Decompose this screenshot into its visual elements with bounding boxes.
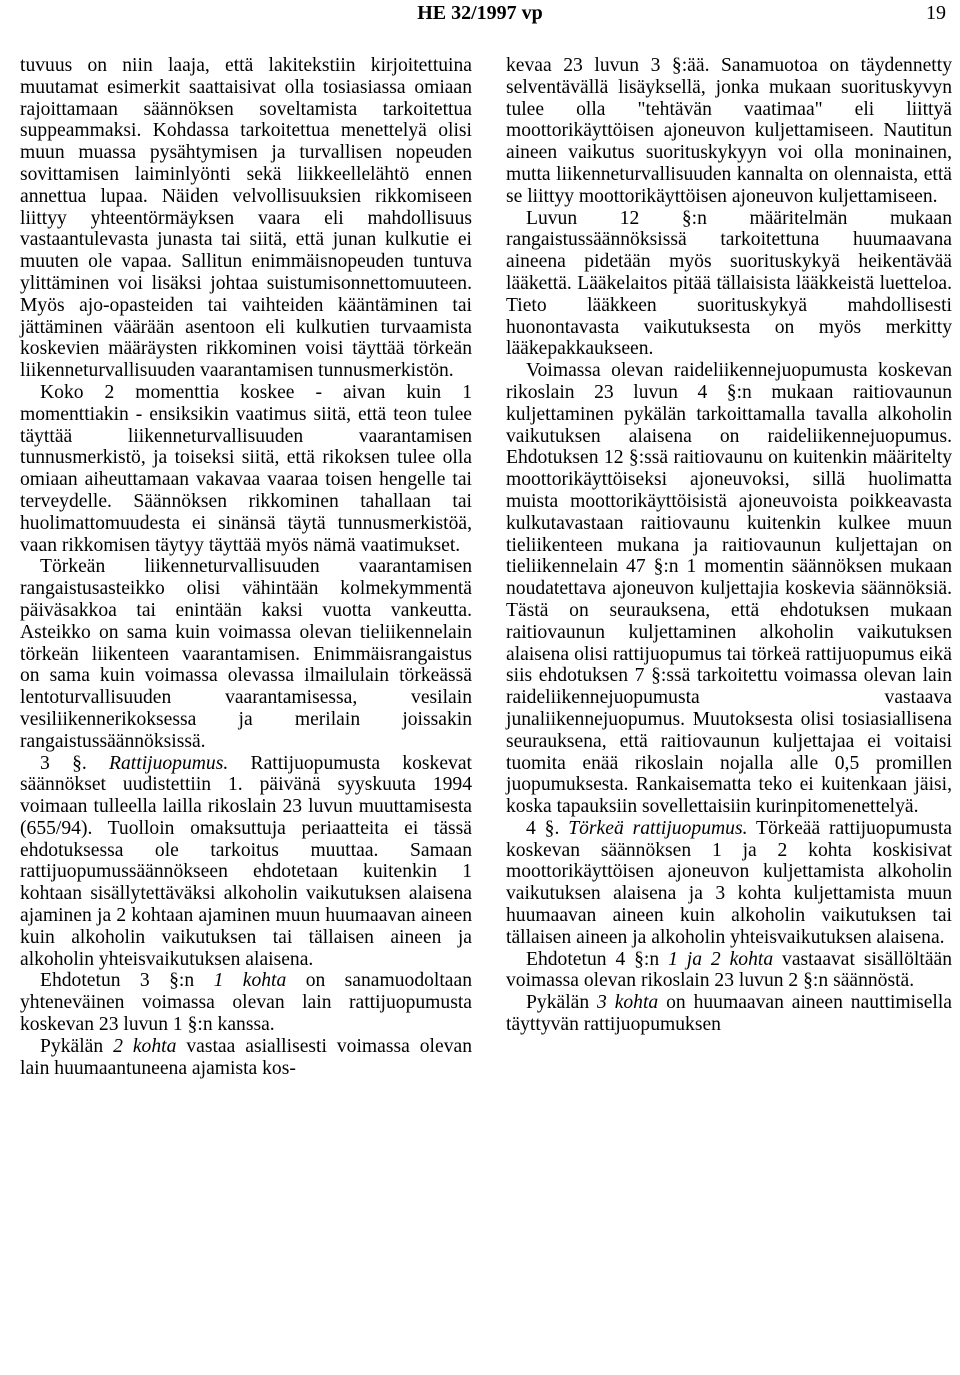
paragraph-lead: 4 §. <box>526 817 569 839</box>
paragraph-lead: Pykälän <box>40 1035 114 1057</box>
paragraph <box>20 556 472 752</box>
document-title: HE 32/1997 vp <box>417 2 543 24</box>
paragraph-text: vastaa asiallisesti voimassa olevan lain huumaantuneena ajamista kos- <box>20 1035 472 1079</box>
paragraph <box>20 970 472 1035</box>
paragraph-text: on huumaavan aineen nauttimisella täyttyvän rattijuopumuksen <box>506 992 953 1036</box>
paragraph-heading: Törkeä rattijuopumus. <box>568 817 748 839</box>
paragraph-lead: 3 §. <box>40 752 110 774</box>
paragraph-text: Luvun 12 §:n määritelmän mukaan rangaistussäännöksissä tarkoitettuna huumaavana aineena pidetään myös suorituskykyä heikentävää lääkettä. Lääkelaitos pitää tällaisista lääkkeistä luetteloa. Tieto lääkkeen suorituskykyä mahdollisesti huonontavasta vaikutuksesta on myös merkitty lääkepakkaukseen. <box>506 207 952 360</box>
paragraph-text: Voimassa olevan raideliikennejuopumusta koskevan rikoslain 23 luvun 4 §:n mukaan raitiovaunun kuljettaminen pykälän tarkoittamalla tavalla alkoholin vaikutuksen alaisena on raideliikennejuopumus. Ehdotuksen 12 §:ssä raitiovaunu on kuitenkin määritelty moottorikäyttöiseksi ajoneuvoksi, sillä huolimatta muista moottorikäyttöisistä ajoneuvoista poikkeavasta kulkutavastaan raitiovaunu kuitenkin kulkee muun tieliikenteen mukana ja raitiovaunun kuljettajan on tieliikennelain 47 §:n 1 momentin säännöksen mukaan noudatettava ajoneuvon kuljettajia koskevia säännöksiä. Tästä on seurauksena, että ehdotuksen mukaan raitiovaunun kuljettaminen alkoholin vaikutuksen alaisena olisi rattijuopumus tai törkeä rattijuopumus eikä siis ehdotuksen 7 §:ssä tarkoitettu voimassa olevan lain raideliikennejuopumusta vastaava junaliikennejuopumus. Muutoksesta olisi tosiasiallisena seurauksena, että raitiovaunun kuljettajaa ei voitaisi tuomita enää rikoslain nojalla alle 0,5 promillen juopumuksesta. Rankaisematta teko ei kuitenkaan jäisi, koska tapauksiin sovellettaisiin kurinpitomenettelyä. <box>506 360 952 818</box>
paragraph <box>506 949 952 993</box>
paragraph <box>20 382 472 556</box>
paragraph-lead: Ehdotetun 4 §:n <box>526 948 669 970</box>
paragraph-lead: Pykälän <box>526 992 598 1014</box>
paragraph-text: Rattijuopumusta koskevat säännökset uudistettiin 1. päivänä syyskuuta 1994 voimaan tulleella lailla rikoslain 23 luvun muuttamisesta (655/94). Tuolloin omaksuttuja periaatteita ei tässä ehdotuksessa ole tarkoitus muuttaa. Samaan rattijuopumussäännökseen ehdotetaan kuitenkin 1 kohtaan sisällytettäväksi alkoholin vaikutuksen alaisena ajaminen ja 2 kohtaan ajaminen muun huumaavan aineen kuin alkoholin vaikutuksen tai tällaisen aineen ja alkoholin yhteisvaikutuksen alaisena. <box>20 752 472 970</box>
paragraph-heading: 1 ja 2 kohta <box>668 948 774 970</box>
paragraph <box>506 992 952 1036</box>
paragraph <box>506 818 952 949</box>
paragraph-text: kevaa 23 luvun 3 §:ää. Sanamuotoa on täydennetty selventävällä lisäyksellä, jonka mukaan suorituskyvyn tulee olla "tehtävän vaatimaa" eli liittyä moottorikäyttöisen ajoneuvon kuljettamiseen. Nautitun aineen vaikutus suorituskykyyn voi olla moninainen, mutta liikenneturvallisuuden kannalta on olennaista, että se liittyy moottorikäyttöisen ajoneuvon kuljettamiseen. <box>506 55 952 207</box>
paragraph <box>506 208 952 361</box>
page-number: 19 <box>926 2 946 24</box>
paragraph <box>506 55 952 208</box>
paragraph-text: Törkeän liikenneturvallisuuden vaarantamisen rangaistusasteikko olisi vähintään kolmekymmentä päiväsakkoa tai enintään kaksi vuotta vankeutta. Asteikko on sama kuin voimassa olevan tieliikennelain törkeän liikenteen vaarantamisen. Enimmäisrangaistus on sama kuin voimassa olevassa ilmailulain törkeässä lentoturvallisuuden vaarantamisessa, vesilain vesiliikennerikoksessa ja merilain joissakin rangaistussäännöksissä. <box>20 556 472 752</box>
paragraph-text: Törkeää rattijuopumusta koskevan säännöksen 1 ja 2 kohta koskisivat moottorikäyttöisen ajoneuvon kuljettamista alkoholin vaikutuksen alaisena ja 3 kohta kuljettamista muun huumaavan aineen kuin alkoholin vaikutuksen tai tällaisen aineen ja alkoholin yhteisvaikutuksen alaisena. <box>506 817 953 948</box>
paragraph-text: Koko 2 momenttia koskee - aivan kuin 1 momenttiakin - ensiksikin vaatimus siitä, että teon tulee täyttää liikenneturvallisuuden vaarantamisen tunnusmerkistö, ja toiseksi siitä, että rikoksen tulee olla omiaan aiheuttamaan vakavaa vaaraa toisen hengelle tai terveydelle. Säännöksen rikkominen tahallaan tai huolimattomuudesta ei sinänsä täytä tunnusmerkistöä, vaan rikkomisen täytyy täyttää myös nämä vaatimukset. <box>20 381 472 556</box>
paragraph-heading: 2 kohta <box>113 1035 177 1057</box>
paragraph <box>506 360 952 818</box>
paragraph-lead: Ehdotetun 3 §:n <box>40 970 214 992</box>
paragraph-heading: 3 kohta <box>597 992 659 1014</box>
paragraph <box>20 1036 472 1080</box>
left-column <box>20 55 472 1079</box>
paragraph-text: vastaavat sisällöltään voimassa olevan rikoslain 23 luvun 2 §:n säännöstä. <box>506 948 953 992</box>
paragraph <box>20 55 472 382</box>
paragraph-text: tuvuus on niin laaja, että lakitekstiin kirjoitettuina muutamat esimerkit saattaisivat olla tosiasiassa omiaan rajoittamaan säännöksen soveltamista tarkoitettua suppeammaksi. Kohdassa tarkoitettua menettelyä olisi muun muassa pysähtymisen ja turvallisen nopeuden sovittamisen laiminlyönti sekä liikkeellelähtö ennen annettua lupaa. Näiden velvollisuuksien rikkomiseen liittyy yhteentörmäyksen vaara eli mahdollisuus vastaantulevasta junasta tai siitä, että junan kulkutie ei muuten ole vapaa. Sallitun enimmäisnopeuden tuntuva ylittäminen voi lisäksi johtaa suistumisonnettomuuteen. Myös ajo-opasteiden tai vaihteiden kääntäminen tai jättäminen väärään asentoon eli kulkutien turvaamista koskevien määräysten rikkominen voisi täyttää törkeän liikenneturvallisuuden vaarantamisen tunnusmerkistön. <box>20 55 472 382</box>
paragraph-heading: Rattijuopumus. <box>109 752 229 774</box>
right-column <box>506 55 952 1036</box>
paragraph-text: on sanamuodoltaan yhteneväinen voimassa olevan lain rattijuopumusta koskevan 23 luvun 1 §:n kanssa. <box>20 970 472 1036</box>
page-header <box>0 0 960 30</box>
paragraph <box>20 753 472 971</box>
paragraph-heading: 1 kohta <box>213 970 287 992</box>
